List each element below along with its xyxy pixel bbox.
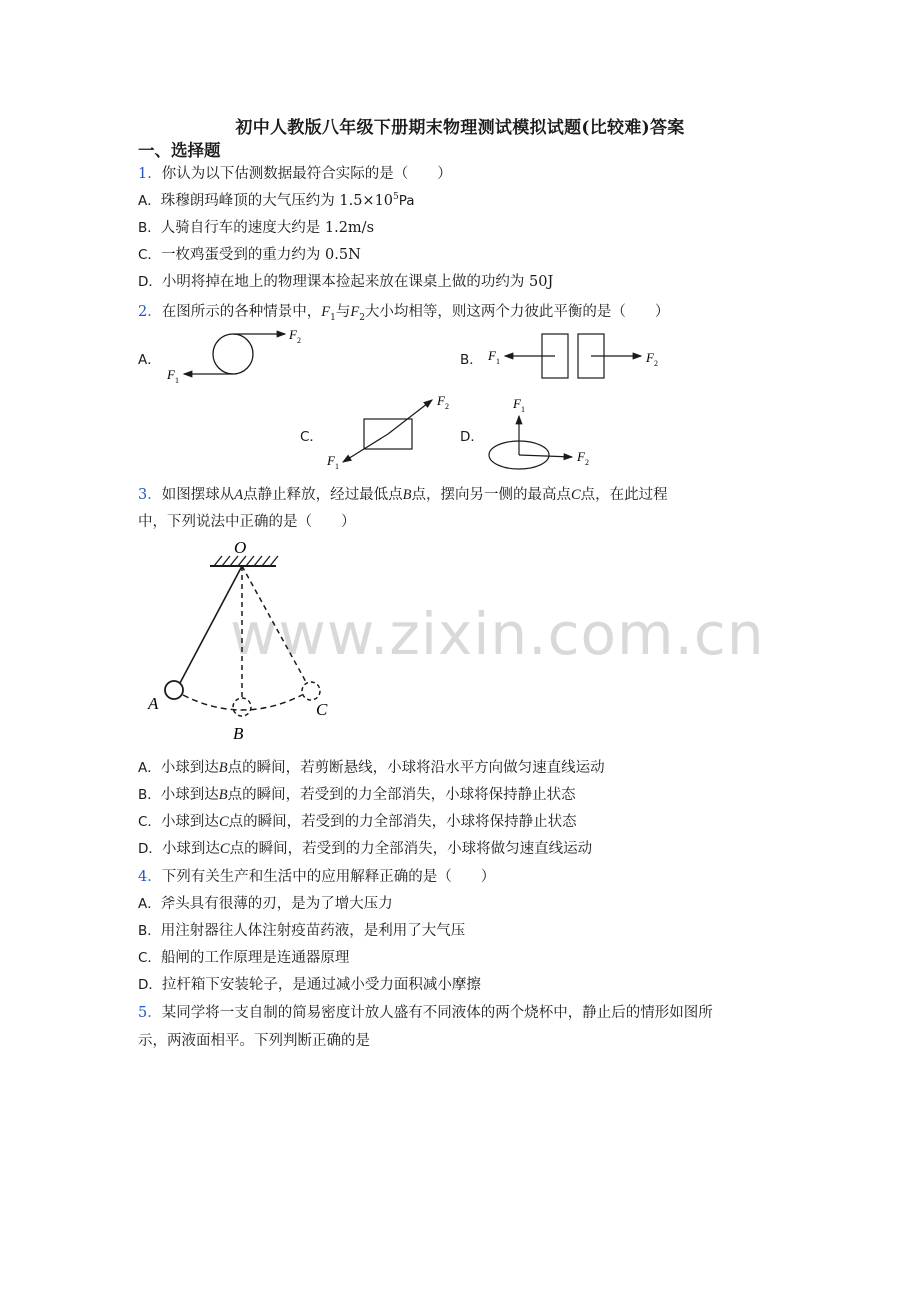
question-1-option-c: C．一枚鸡蛋受到的重力约为 0.5N: [138, 247, 361, 263]
svg-text:F2: $F_2$: [577, 449, 589, 467]
question-number: 1．: [138, 166, 162, 182]
figure-option-b-label: B．: [460, 352, 483, 368]
figure-option-c-label: C．: [300, 429, 323, 445]
figure-option-a-label: A．: [138, 352, 161, 368]
svg-text:F2: $F_2$: [289, 327, 301, 345]
question-4-option-c: C．船闸的工作原理是连通器原理: [138, 950, 350, 966]
question-1-option-d: D．小明将掉在地上的物理课本捡起来放在课桌上做的功约为 50J: [138, 274, 554, 290]
svg-text:F2: $F_2$: [646, 350, 658, 368]
diagram-d-ellipse: [489, 396, 589, 469]
force-diagrams: [0, 0, 920, 520]
diagram-a-wheel: [166, 327, 301, 385]
pendulum-figure: [140, 535, 340, 745]
question-1-stem: 1．你认为以下估测数据最符合实际的是（ ）: [138, 166, 452, 182]
point-o-label: O: [234, 538, 247, 557]
diagram-b-blocks: [487, 334, 658, 378]
question-4-option-a: A．斧头具有很薄的刃，是为了增大压力: [138, 896, 393, 912]
question-1-option-a: A．珠穆朗玛峰顶的大气压约为 $1.5\times 10^5Pa$: [138, 192, 415, 209]
svg-text:F2: $F_2$: [437, 393, 449, 411]
question-1-option-b: B．人骑自行车的速度大约是 1.2m/s: [138, 220, 375, 236]
point-b-label: B: [233, 724, 244, 743]
question-4-stem: 4．下列有关生产和生活中的应用解释正确的是（ ）: [138, 869, 496, 885]
point-a-label: A: [148, 694, 159, 713]
question-4-option-d: D．拉杆箱下安装轮子，是通过减小受力面积减小摩擦: [138, 977, 481, 993]
svg-text:F1: $F_1$: [513, 396, 525, 414]
diagram-c-block: [326, 393, 449, 471]
point-c-label: C: [316, 700, 328, 719]
question-3-stem-line-1: 3．如图摆球从A点静止释放，经过最低点B点，摆向另一侧的最高点C点，在此过程: [138, 487, 668, 503]
question-3-option-d: D．小球到达C点的瞬间，若受到的力全部消失，小球将做匀速直线运动: [138, 841, 593, 857]
question-4-option-b: B．用注射器往人体注射疫苗药液，是利用了大气压: [138, 923, 466, 939]
question-3-option-c: C．小球到达C点的瞬间，若受到的力全部消失，小球将保持静止状态: [138, 814, 577, 830]
section-heading: 一、选择题: [138, 141, 221, 160]
figure-option-d-label: D．: [460, 429, 484, 445]
question-5-stem-line-2: 示，两液面相平。下列判断正确的是: [138, 1033, 370, 1049]
watermark: www.zixin.com.cn: [230, 600, 765, 668]
svg-text:F1: $F_1$: [327, 453, 339, 471]
question-2-stem: 2．在图所示的各种情景中，$F_1$与$F_2$大小均相等，则这两个力彼此平衡的是（ ）: [138, 304, 670, 323]
svg-text:F1: $F_1$: [488, 348, 500, 366]
question-5-stem-line-1: 5．某同学将一支自制的简易密度计放人盛有不同液体的两个烧杯中，静止后的情形如图所: [138, 1005, 713, 1021]
question-3-option-b: B．小球到达B点的瞬间，若受到的力全部消失，小球将保持静止状态: [138, 787, 576, 803]
question-3-option-a: A．小球到达B点的瞬间，若剪断悬线，小球将沿水平方向做匀速直线运动: [138, 760, 605, 776]
question-3-stem-line-2: 中，下列说法中正确的是（ ）: [138, 514, 356, 530]
svg-text:F1: $F_1$: [167, 367, 179, 385]
document-title: 初中人教版八年级下册期末物理测试模拟试题(比较难)答案: [235, 118, 685, 138]
